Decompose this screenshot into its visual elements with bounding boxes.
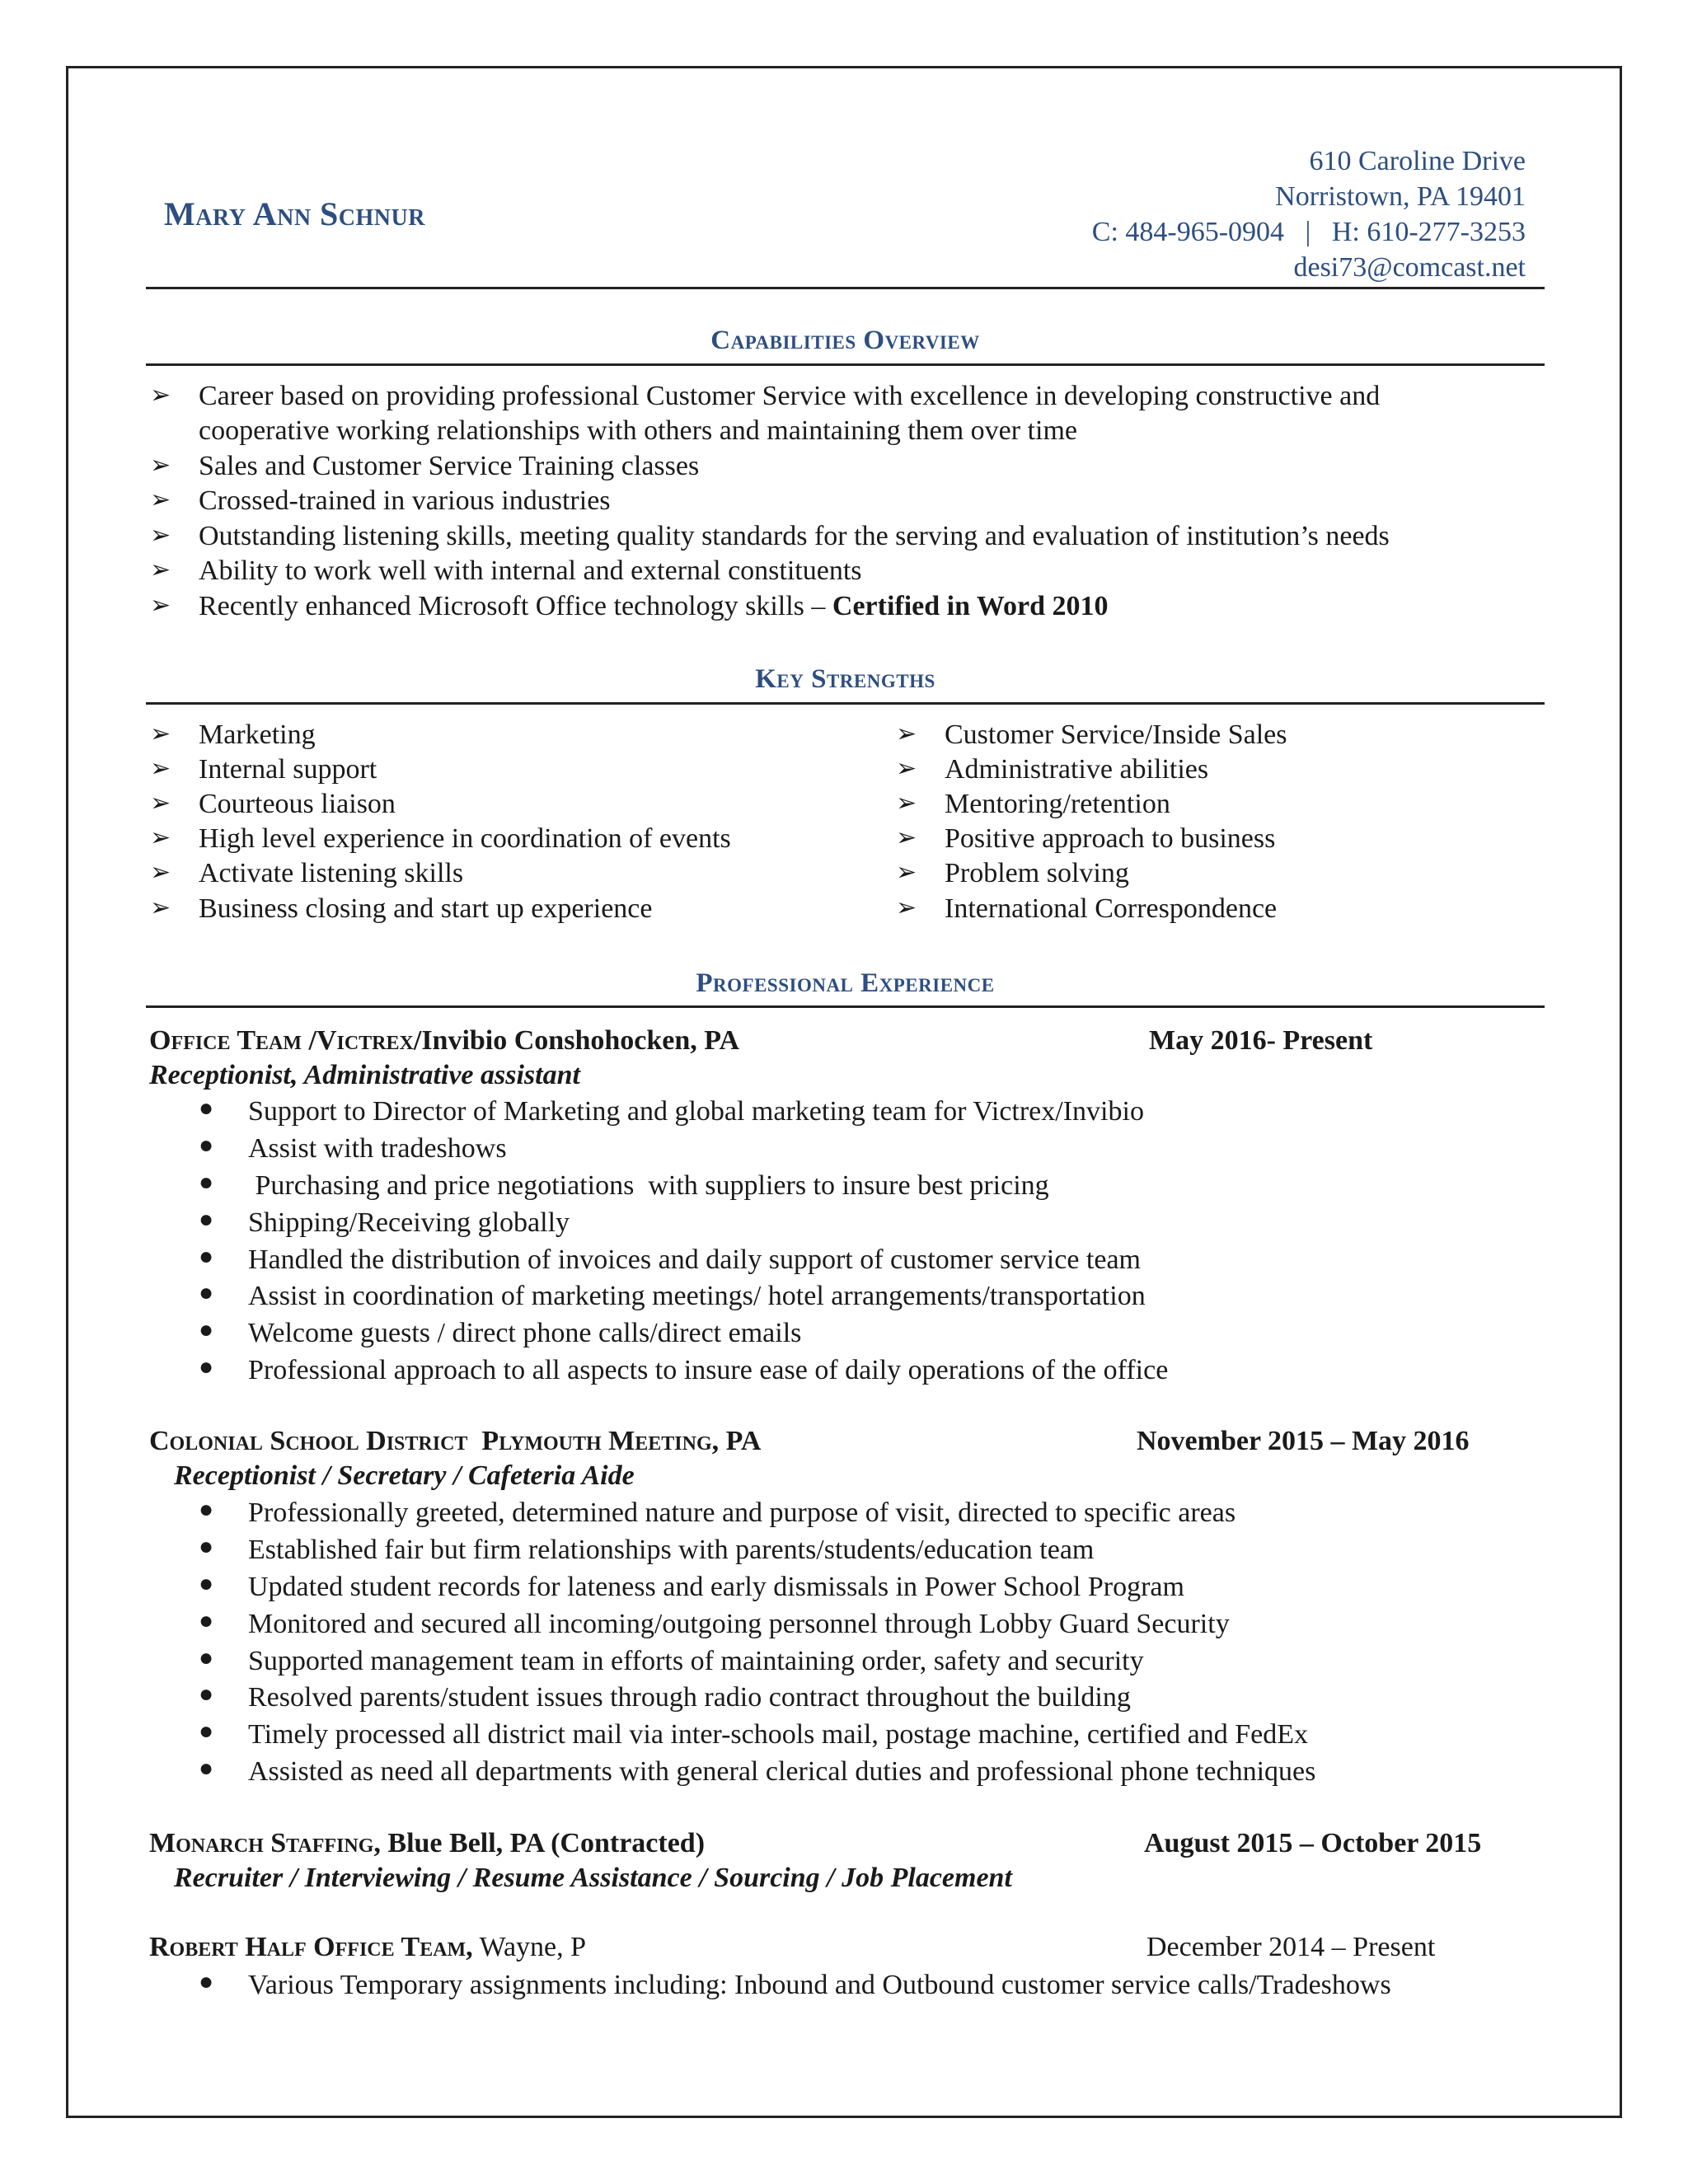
strength-item: Administrative abilities — [945, 754, 1209, 785]
address-line-2: Norristown, PA 19401 — [1275, 181, 1526, 212]
bullet-dot-icon: ● — [199, 1243, 214, 1270]
bullet-dot-icon: ● — [199, 1353, 214, 1380]
arrow-bullet-icon: ➢ — [150, 592, 171, 619]
capability-item: Outstanding listening skills, meeting quality standards for the serving and evaluation of institution’s needs — [199, 521, 1390, 551]
capabilities-heading: Capabilities Overview — [710, 326, 980, 355]
job-duty: Assisted as need all departments with general clerical duties and professional phone techniques — [248, 1756, 1316, 1787]
applicant-name: Mary Ann Schnur — [164, 195, 425, 232]
strength-item: Business closing and start up experience — [199, 893, 653, 924]
job-dates: August 2015 – October 2015 — [1144, 1828, 1482, 1858]
job-duty: Supported management team in efforts of maintaining order, safety and security — [248, 1646, 1144, 1676]
certification-text: Certified in Word 2010 — [832, 591, 1109, 621]
arrow-bullet-icon: ➢ — [896, 859, 917, 886]
job-duty: Professionally greeted, determined nature and purpose of visit, directed to specific areas — [248, 1497, 1236, 1528]
bullet-dot-icon: ● — [199, 1169, 214, 1196]
arrow-bullet-icon: ➢ — [150, 894, 171, 921]
strengths-divider — [146, 702, 1545, 705]
job-role: Recruiter / Interviewing / Resume Assistance / Sourcing / Job Placement — [174, 1863, 1012, 1893]
address-line-1: 610 Caroline Drive — [1309, 146, 1526, 176]
contact-block — [1092, 143, 1526, 285]
arrow-bullet-icon: ➢ — [150, 859, 171, 886]
arrow-bullet-icon: ➢ — [150, 824, 171, 851]
job-duty: Updated student records for lateness and early dismissals in Power School Program — [248, 1572, 1184, 1602]
bullet-dot-icon: ● — [199, 1680, 214, 1708]
job-duty: Assist in coordination of marketing meetings/ hotel arrangements/transportation — [248, 1281, 1146, 1311]
strength-item: Courteous liaison — [199, 789, 396, 819]
strength-item: International Correspondence — [945, 893, 1278, 924]
arrow-bullet-icon: ➢ — [896, 755, 917, 782]
strengths-heading: Key Strengths — [755, 664, 935, 694]
bullet-dot-icon: ● — [199, 1206, 214, 1233]
job-dates: May 2016- Present — [1149, 1025, 1373, 1056]
job-employer: Monarch Staffing, Blue Bell, PA (Contracted) — [149, 1828, 706, 1858]
strength-item: Problem solving — [945, 858, 1129, 888]
bullet-dot-icon: ● — [199, 1316, 214, 1343]
capability-item: Crossed-trained in various industries — [199, 485, 611, 516]
capability-text: Recently enhanced Microsoft Office technology skills – — [199, 591, 826, 621]
bullet-dot-icon: ● — [199, 1607, 214, 1634]
arrow-bullet-icon: ➢ — [150, 486, 171, 513]
strength-item: Mentoring/retention — [945, 789, 1170, 819]
job-role: Receptionist, Administrative assistant — [149, 1060, 580, 1090]
bullet-dot-icon: ● — [199, 1496, 214, 1523]
bullet-dot-icon: ● — [199, 1718, 214, 1745]
bullet-dot-icon: ● — [199, 1968, 214, 1995]
bullet-dot-icon: ● — [199, 1533, 214, 1560]
strength-item: Internal support — [199, 754, 377, 785]
job-employer: Robert Half Office Team, Wayne, P — [149, 1932, 587, 1962]
email-link[interactable]: desi73@comcast.net — [1293, 252, 1526, 283]
bullet-dot-icon: ● — [199, 1094, 214, 1122]
job-duty: Professional approach to all aspects to insure ease of daily operations of the office — [248, 1355, 1169, 1385]
strength-item: High level experience in coordination of events — [199, 823, 731, 854]
capabilities-divider — [146, 363, 1545, 366]
job-duty: Handled the distribution of invoices and daily support of customer service team — [248, 1244, 1142, 1275]
arrow-bullet-icon: ➢ — [896, 790, 917, 817]
bullet-dot-icon: ● — [199, 1132, 214, 1159]
job-duty: Monitored and secured all incoming/outgoing personnel through Lobby Guard Security — [248, 1609, 1230, 1639]
job-duty: Shipping/Receiving globally — [248, 1207, 570, 1238]
arrow-bullet-icon: ➢ — [150, 790, 171, 817]
job-duty: Assist with tradeshows — [248, 1133, 507, 1164]
experience-divider — [146, 1005, 1545, 1008]
job-duty: Established fair but firm relationships with parents/students/education team — [248, 1535, 1095, 1565]
arrow-bullet-icon: ➢ — [896, 824, 917, 851]
bullet-dot-icon: ● — [199, 1570, 214, 1597]
job-duty: Support to Director of Marketing and global marketing team for Victrex/Invibio — [248, 1096, 1144, 1127]
capability-item — [199, 589, 1109, 624]
arrow-bullet-icon: ➢ — [150, 382, 171, 409]
header-divider — [146, 287, 1545, 289]
job-duty: Timely processed all district mail via inter-schools mail, postage machine, certified and FedEx — [248, 1719, 1308, 1750]
phone-numbers: C: 484-965-0904 | H: 610-277-3253 — [1091, 217, 1526, 247]
job-dates: December 2014 – Present — [1146, 1932, 1436, 1962]
job-employer: Office Team /Victrex/Invibio Conshohocken, PA — [149, 1025, 740, 1056]
capability-item: Ability to work well with internal and external constituents — [199, 555, 862, 586]
arrow-bullet-icon: ➢ — [896, 894, 917, 921]
experience-heading: Professional Experience — [696, 968, 995, 998]
strength-item: Customer Service/Inside Sales — [945, 719, 1287, 750]
job-employer: Colonial School District Plymouth Meeting, PA — [149, 1426, 762, 1456]
job-duty: Resolved parents/student issues through radio contract throughout the building — [248, 1682, 1131, 1713]
bullet-dot-icon: ● — [199, 1755, 214, 1782]
capability-item: cooperative working relationships with others and maintaining them over time — [199, 415, 1078, 446]
job-role: Receptionist / Secretary / Cafeteria Aide — [174, 1460, 635, 1491]
capability-item: Career based on providing professional Customer Service with excellence in developing constructive and — [199, 381, 1381, 411]
arrow-bullet-icon: ➢ — [150, 452, 171, 479]
job-duty: Purchasing and price negotiations with suppliers to insure best pricing — [248, 1170, 1049, 1201]
arrow-bullet-icon: ➢ — [150, 556, 171, 583]
job-dates: November 2015 – May 2016 — [1137, 1426, 1470, 1456]
bullet-dot-icon: ● — [199, 1644, 214, 1671]
arrow-bullet-icon: ➢ — [150, 755, 171, 782]
arrow-bullet-icon: ➢ — [150, 720, 171, 748]
bullet-dot-icon: ● — [199, 1279, 214, 1306]
job-duty: Various Temporary assignments including: Inbound and Outbound customer service calls/Tradeshows — [248, 1970, 1391, 2000]
arrow-bullet-icon: ➢ — [150, 522, 171, 549]
strength-item: Activate listening skills — [199, 858, 464, 888]
strength-item: Positive approach to business — [945, 823, 1276, 854]
job-duty: Welcome guests / direct phone calls/direct emails — [248, 1318, 802, 1348]
capability-item: Sales and Customer Service Training classes — [199, 451, 700, 481]
strength-item: Marketing — [199, 719, 316, 750]
arrow-bullet-icon: ➢ — [896, 720, 917, 748]
